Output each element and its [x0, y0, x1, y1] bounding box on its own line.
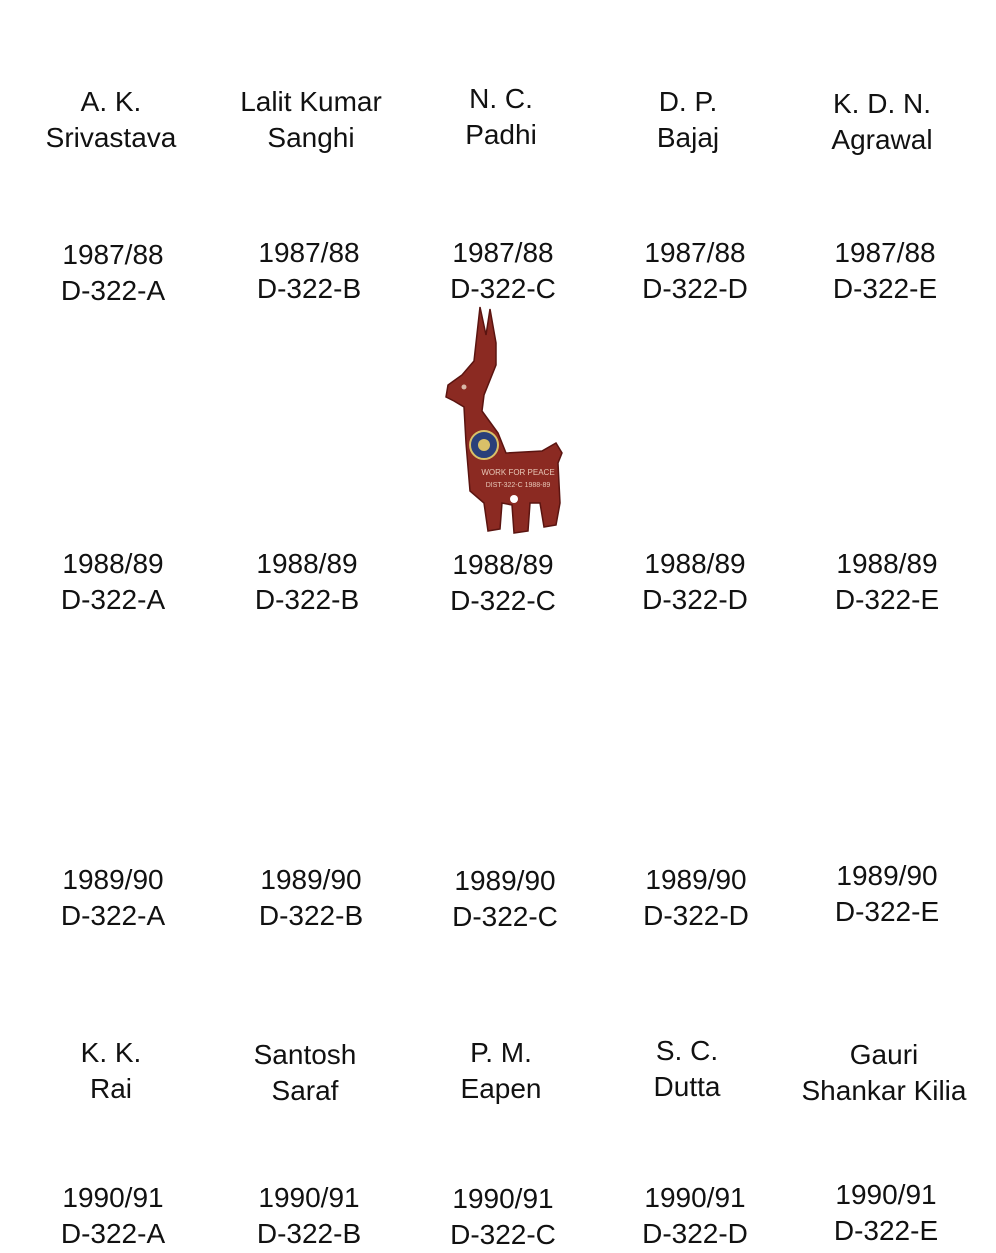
- year-district-cell: [601, 862, 791, 934]
- name-line-2: Shankar Kilia: [801, 1075, 967, 1106]
- district-label: D-322-B: [254, 584, 360, 615]
- district-label: D-322-B: [256, 1218, 362, 1249]
- district-label: D-322-E: [834, 584, 940, 615]
- year-district-cell: [212, 546, 402, 618]
- year-label: 1988/89: [644, 548, 746, 579]
- name-line-2: Bajaj: [656, 122, 720, 153]
- year-label: 1990/91: [62, 1182, 164, 1213]
- year-district-cell: [18, 862, 208, 934]
- year-label: 1988/89: [256, 548, 358, 579]
- year-label: 1988/89: [836, 548, 938, 579]
- name-line-2: Eapen: [460, 1073, 542, 1104]
- governor-name-cell: [216, 84, 406, 156]
- year-label: 1989/90: [645, 864, 747, 895]
- year-label: 1987/88: [834, 237, 936, 268]
- pin-text-line-1: WORK FOR PEACE: [481, 468, 555, 477]
- name-line-2: Srivastava: [45, 122, 177, 153]
- year-label: 1990/91: [258, 1182, 360, 1213]
- district-label: D-322-A: [60, 900, 166, 931]
- year-district-cell: [216, 862, 406, 934]
- name-line-2: Sanghi: [267, 122, 355, 153]
- district-label: D-322-A: [60, 584, 166, 615]
- llama-pin-icon: [440, 303, 568, 543]
- year-district-cell: [600, 235, 790, 307]
- year-label: 1989/90: [836, 860, 938, 891]
- year-label: 1987/88: [644, 237, 746, 268]
- district-label: D-322-B: [258, 900, 364, 931]
- year-district-cell: [214, 235, 404, 307]
- year-district-cell: [18, 237, 208, 309]
- name-line-2: Dutta: [653, 1071, 721, 1102]
- year-label: 1988/89: [452, 549, 554, 580]
- name-line-1: D. P.: [658, 86, 718, 117]
- year-label: 1989/90: [454, 865, 556, 896]
- name-line-1: A. K.: [80, 86, 142, 117]
- governor-name-cell: [406, 81, 596, 153]
- district-label: D-322-D: [642, 273, 748, 304]
- year-label: 1987/88: [62, 239, 164, 270]
- governor-name-cell: [593, 84, 783, 156]
- year-district-cell: [214, 1180, 404, 1252]
- year-label: 1987/88: [452, 237, 554, 268]
- pin-hole: [510, 495, 518, 503]
- year-district-cell: [791, 1177, 981, 1249]
- district-label: D-322-C: [452, 901, 558, 932]
- district-label: D-322-A: [60, 1218, 166, 1249]
- district-label: D-322-E: [834, 896, 940, 927]
- governor-name-cell: [406, 1035, 596, 1107]
- district-label: D-322-A: [60, 275, 166, 306]
- district-label: D-322-D: [642, 1218, 748, 1249]
- district-label: D-322-C: [450, 1219, 556, 1250]
- lions-emblem-center: [478, 439, 490, 451]
- name-line-1: K. D. N.: [832, 88, 931, 119]
- name-line-2: Padhi: [465, 119, 537, 150]
- district-label: D-322-B: [256, 273, 362, 304]
- year-district-cell: [600, 546, 790, 618]
- pin-text-line-2: DIST-322-C 1988-89: [485, 482, 551, 489]
- year-district-cell: [18, 546, 208, 618]
- year-district-cell: [792, 546, 982, 618]
- district-label: D-322-D: [642, 584, 748, 615]
- governor-name-cell: [16, 1035, 206, 1107]
- llama-eye: [462, 385, 467, 390]
- year-district-cell: [408, 1181, 598, 1253]
- governor-name-cell: [787, 86, 977, 158]
- year-label: 1990/91: [452, 1183, 554, 1214]
- district-label: D-322-C: [450, 585, 556, 616]
- governor-name-cell: [592, 1033, 782, 1105]
- name-line-1: Lalit Kumar: [240, 86, 382, 117]
- district-label: D-322-C: [450, 273, 556, 304]
- year-label: 1989/90: [260, 864, 362, 895]
- governor-name-cell: [16, 84, 206, 156]
- governor-name-cell: [210, 1037, 400, 1109]
- year-district-cell: [18, 1180, 208, 1252]
- district-label: D-322-E: [832, 273, 938, 304]
- year-district-cell: [410, 863, 600, 935]
- llama-pin-body: [446, 307, 562, 533]
- year-label: 1990/91: [644, 1182, 746, 1213]
- year-district-cell: [408, 547, 598, 619]
- name-line-1: Gauri: [849, 1039, 919, 1070]
- name-line-2: Agrawal: [831, 124, 933, 155]
- year-label: 1988/89: [62, 548, 164, 579]
- year-label: 1990/91: [835, 1179, 937, 1210]
- district-label: D-322-E: [833, 1215, 939, 1246]
- name-line-2: Saraf: [271, 1075, 339, 1106]
- year-district-cell: [408, 235, 598, 307]
- name-line-1: S. C.: [655, 1035, 719, 1066]
- year-district-cell: [790, 235, 980, 307]
- name-line-1: K. K.: [80, 1037, 142, 1068]
- year-label: 1989/90: [62, 864, 164, 895]
- governor-name-cell: [789, 1037, 979, 1109]
- name-line-1: P. M.: [470, 1037, 532, 1068]
- name-line-1: N. C.: [469, 83, 533, 114]
- year-label: 1987/88: [258, 237, 360, 268]
- name-line-1: Santosh: [253, 1039, 357, 1070]
- year-district-cell: [600, 1180, 790, 1252]
- year-district-cell: [792, 858, 982, 930]
- name-line-2: Rai: [89, 1073, 132, 1104]
- district-label: D-322-D: [643, 900, 749, 931]
